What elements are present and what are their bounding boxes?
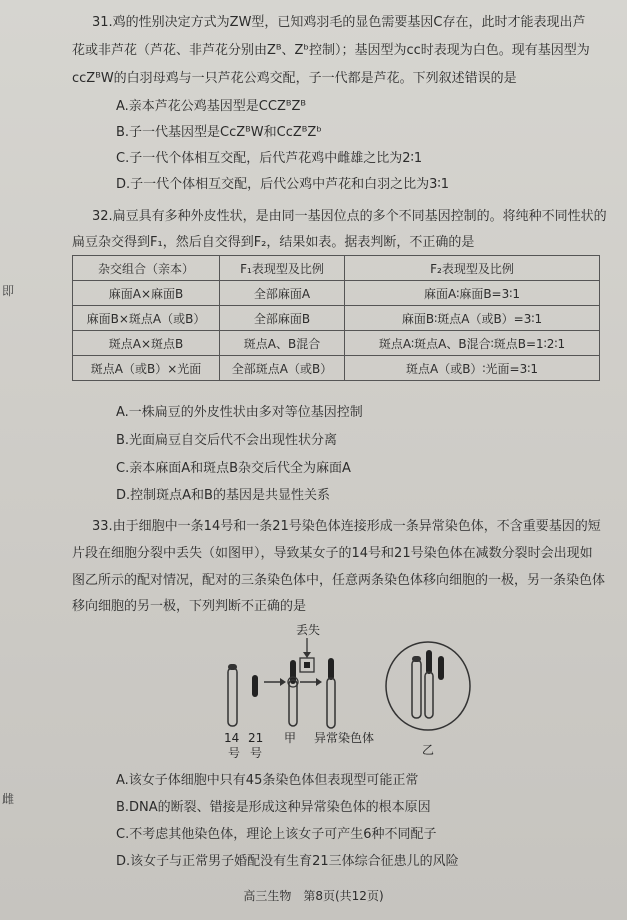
- yi-chromosome-21: [438, 656, 444, 680]
- q33-stem-line: 33.由于细胞中一条14号和一条21号染色体连接形成一条异常染色体，不含重要基因的短: [92, 519, 601, 534]
- label-14: 14: [224, 731, 240, 745]
- q31-stem-line: 花或非芦花（芦花、非芦花分别由Zᴮ、Zᵇ控制）；基因型为cc时表现为白色。现有基因型为: [72, 43, 590, 58]
- cross-results-table: [72, 255, 600, 381]
- q31-option-b[interactable]: B.子一代基因型是CcZᴮW和CcZᴮZᵇ: [116, 125, 322, 140]
- page-footer: 高三生物 第8页(共12页): [243, 889, 384, 903]
- table-cell: 麻面B×斑点A（或B）: [73, 306, 220, 331]
- table-cell: 全部麻面A: [220, 281, 345, 306]
- lost-label: 丢失: [296, 623, 321, 637]
- q31-option-d[interactable]: D.子一代个体相互交配，后代公鸡中芦花和白羽之比为3∶1: [116, 177, 450, 192]
- table-cell: 斑点A∶斑点A、B混合∶斑点B=1∶2∶1: [345, 331, 600, 356]
- q31-stem-line: ccZᴮW的白羽母鸡与一只芦花公鸡交配，子一代都是芦花。下列叙述错误的是: [72, 71, 517, 86]
- table-cell: 斑点A×斑点B: [73, 331, 220, 356]
- chromosome-14: [228, 668, 237, 726]
- yi-abnormal-chromosome: [425, 672, 433, 718]
- q33-option-a[interactable]: A.该女子体细胞中只有45条染色体但表现型可能正常: [116, 773, 419, 788]
- q32-option-d[interactable]: D.控制斑点A和B的基因是共显性关系: [116, 488, 330, 503]
- table-cell: 全部斑点A（或B）: [220, 356, 345, 381]
- table-cell: 全部麻面B: [220, 306, 345, 331]
- margin-char: 即: [2, 284, 15, 298]
- q33-option-c[interactable]: C.不考虑其他染色体，理论上该女子可产生6种不同配子: [116, 827, 437, 842]
- q32-stem-line: 32.扁豆具有多种外皮性状，是由同一基因位点的多个不同基因控制的。将纯种不同性状的: [92, 209, 607, 224]
- q33-stem-line: 图乙所示的配对情况，配对的三条染色体中，任意两条染色体移向细胞的一极，另一条染色体: [72, 573, 606, 588]
- chromosome-21: [252, 675, 258, 697]
- q31-stem-line: 31.鸡的性别决定方式为ZW型，已知鸡羽毛的显色需要基因C存在，此时才能表现出芦: [92, 15, 586, 30]
- table-cell: 斑点A（或B）∶光面=3∶1: [345, 356, 600, 381]
- table-cell: 麻面A∶麻面B=3∶1: [345, 281, 600, 306]
- label-21: 21: [248, 731, 264, 745]
- table-header-cell: F₂表现型及比例: [345, 256, 600, 281]
- yi-chromosome-21-top: [426, 650, 432, 674]
- q32-option-b[interactable]: B.光面扁豆自交后代不会出现性状分离: [116, 433, 338, 448]
- abnormal-chromosome-top: [328, 658, 334, 680]
- label-hao: 号: [228, 746, 241, 760]
- arrow-head: [280, 678, 286, 686]
- arrow-head: [303, 652, 311, 658]
- abnormal-chromosome-bottom: [327, 678, 335, 728]
- q32-stem-line: 扁豆杂交得到F₁，然后自交得到F₂，结果如表。据表判断，不正确的是: [72, 235, 475, 250]
- table-row: [73, 331, 600, 356]
- yi-chromosome-14: [412, 660, 421, 718]
- q31-option-c[interactable]: C.子一代个体相互交配，后代芦花鸡中雌雄之比为2∶1: [116, 151, 423, 166]
- table-row: [73, 356, 600, 381]
- table-cell: 斑点A（或B）×光面: [73, 356, 220, 381]
- chromosome-14-short-arm: [228, 664, 237, 670]
- table-header-cell: F₁表现型及比例: [220, 256, 345, 281]
- q33-stem-line: 移向细胞的另一极，下列判断不正确的是: [72, 599, 307, 614]
- label-hao: 号: [250, 746, 263, 760]
- q32-option-a[interactable]: A.一株扁豆的外皮性状由多对等位基因控制: [116, 405, 363, 420]
- q33-option-d[interactable]: D.该女子与正常男子婚配没有生育21三体综合征患儿的风险: [116, 854, 459, 869]
- q32-option-c[interactable]: C.亲本麻面A和斑点B杂交后代全为麻面A: [116, 461, 351, 476]
- table-cell: 麻面A×麻面B: [73, 281, 220, 306]
- margin-char: 雌: [2, 792, 15, 806]
- table-cell: 麻面B∶斑点A（或B）=3∶1: [345, 306, 600, 331]
- table-header-row: [73, 256, 600, 281]
- q33-stem-line: 片段在细胞分裂中丢失（如图甲），导致某女子的14号和21号染色体在减数分裂时会出现如: [72, 546, 593, 561]
- label-abnormal: 异常染色体: [314, 731, 375, 745]
- label-jia: 甲: [284, 731, 297, 745]
- arrow-head: [316, 678, 322, 686]
- q31-option-a[interactable]: A.亲本芦花公鸡基因型是CCZᴮZᴮ: [116, 99, 306, 114]
- chromosome-figure: [200, 620, 490, 760]
- yi-chromosome-14-short: [412, 656, 421, 662]
- q33-option-b[interactable]: B.DNA的断裂、错接是形成这种异常染色体的根本原因: [116, 800, 431, 815]
- table-cell: 斑点A、B混合: [220, 331, 345, 356]
- table-row: [73, 306, 600, 331]
- table-header-cell: 杂交组合（亲本）: [73, 256, 220, 281]
- label-yi: 乙: [422, 743, 435, 757]
- lost-fragment: [304, 662, 310, 668]
- table-row: [73, 281, 600, 306]
